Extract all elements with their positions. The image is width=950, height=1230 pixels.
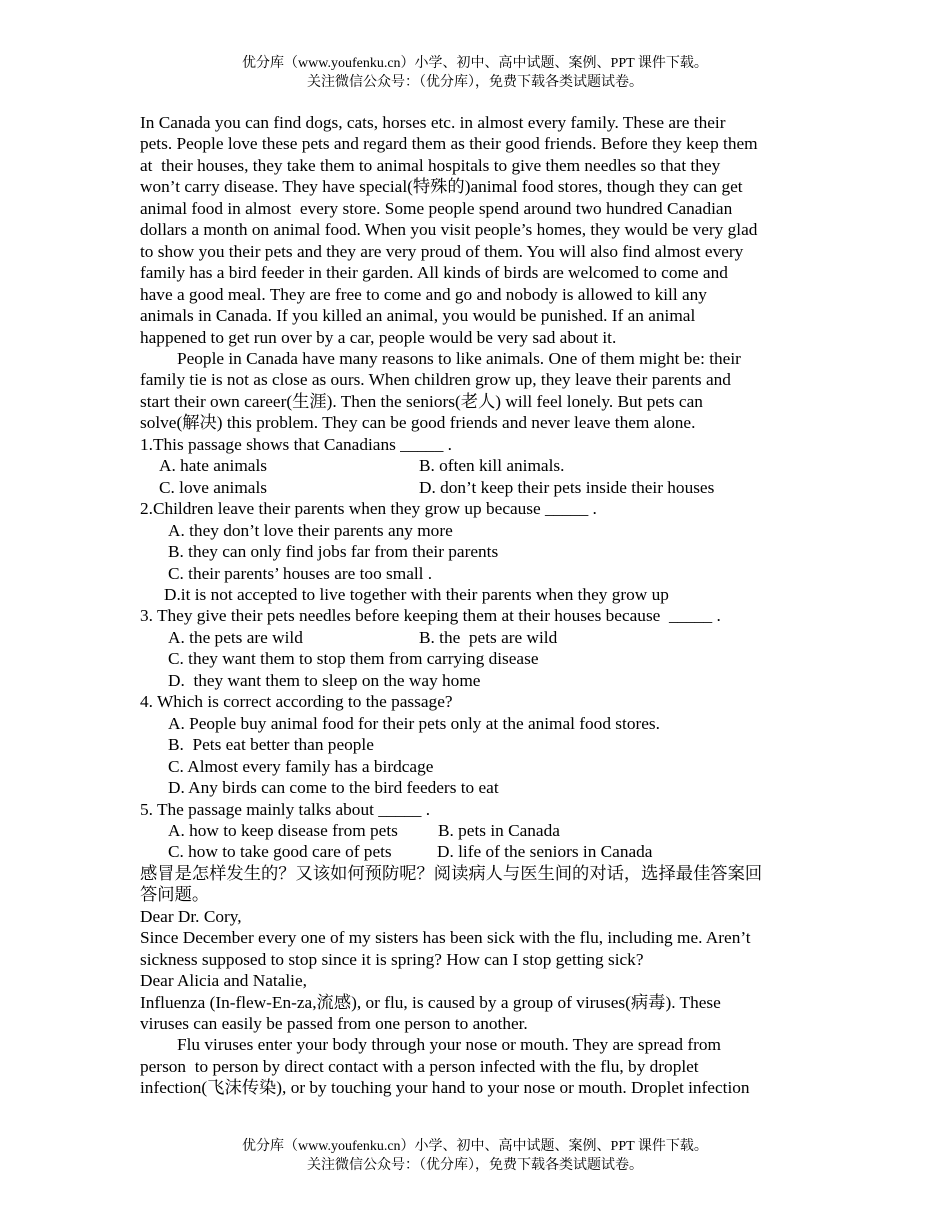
- question-1: [140, 434, 820, 498]
- option-d: D. Any birds can come to the bird feeders to eat: [168, 778, 499, 798]
- footer-line-2: 关注微信公众号：（优分库），免费下载各类试题试卷。: [307, 1158, 643, 1173]
- option-row: [140, 455, 820, 476]
- header-line-2: 关注微信公众号：（优分库），免费下载各类试题试卷。: [307, 75, 643, 90]
- option-d: D.it is not accepted to live together with their parents when they grow up: [164, 584, 669, 604]
- page-footer: [0, 1137, 950, 1175]
- question-4: [140, 691, 820, 798]
- passage-line: to show you their pets and they are very proud of them. You will also find almost every: [140, 241, 744, 261]
- question-stem: 2.Children leave their parents when they grow up because _____ .: [140, 499, 597, 519]
- letter-line: Flu viruses enter your body through your nose or mouth. They are spread from: [177, 1035, 721, 1055]
- option-a: A. how to keep disease from pets: [168, 820, 398, 840]
- passage-line: family tie is not as close as ours. When children grow up, they leave their parents and: [140, 370, 731, 390]
- passage-line: dollars a month on animal food. When you visit people’s homes, they would be very glad: [140, 220, 758, 240]
- option-d: D. they want them to sleep on the way home: [168, 670, 481, 690]
- option-a: A. the pets are wild: [168, 627, 303, 647]
- question-stem: 1.This passage shows that Canadians _____ .: [140, 434, 452, 454]
- option-b: B. the pets are wild: [419, 627, 558, 647]
- letter-line: infection(飞沫传染), or by touching your hand to your nose or mouth. Droplet infection: [140, 1078, 750, 1098]
- option-c: C. they want them to stop them from carrying disease: [168, 649, 539, 669]
- letter-line: viruses can easily be passed from one person to another.: [140, 1014, 528, 1034]
- option-c: C. love animals: [159, 477, 267, 497]
- letter-line: Since December every one of my sisters has been sick with the flu, including me. Aren’t: [140, 928, 751, 948]
- passage-line: family has a bird feeder in their garden. All kinds of birds are welcomed to come and: [140, 263, 728, 283]
- letter-line: Influenza (In-flew-En-za,流感), or flu, is caused by a group of viruses(病毒). These: [140, 992, 721, 1012]
- question-stem: 5. The passage mainly talks about _____ .: [140, 799, 431, 819]
- intro-line: 感冒是怎样发生的？又该如何预防呢？阅读病人与医生间的对话，选择最佳答案回: [140, 863, 763, 883]
- passage-line: at their houses, they take them to animal hospitals to give them needles so that they: [140, 155, 721, 175]
- intro-line: 答问题。: [140, 885, 210, 905]
- passage-line: pets. People love these pets and regard them as their good friends. Before they keep them: [140, 134, 758, 154]
- page-header: [0, 54, 950, 92]
- passage-line: animals in Canada. If you killed an animal, you would be punished. If an animal: [140, 306, 696, 326]
- question-5: [140, 799, 820, 863]
- passage-line: animal food in almost every store. Some people spend around two hundred Canadian: [140, 198, 733, 218]
- passage-line: have a good meal. They are free to come and go and nobody is allowed to kill any: [140, 284, 707, 304]
- passage-line: start their own career(生涯). Then the seniors(老人) will feel lonely. But pets can: [140, 391, 703, 411]
- option-a: A. they don’t love their parents any more: [168, 520, 453, 540]
- passage-line: happened to get run over by a car, people would be very sad about it.: [140, 327, 617, 347]
- passage-1: [140, 112, 820, 434]
- passage-line: In Canada you can find dogs, cats, horses etc. in almost every family. These are their: [140, 113, 726, 132]
- option-a: A. hate animals: [159, 456, 267, 476]
- question-stem: 4. Which is correct according to the passage?: [140, 692, 453, 712]
- option-c: C. how to take good care of pets: [168, 842, 392, 862]
- option-a: A. People buy animal food for their pets only at the animal food stores.: [168, 713, 660, 733]
- option-c: C. Almost every family has a birdcage: [168, 756, 434, 776]
- header-line-1: 优分库（www.youfenku.cn）小学、初中、高中试题、案例、PPT 课件下载。: [242, 56, 708, 71]
- passage-line: solve(解决) this problem. They can be good friends and never leave them alone.: [140, 413, 696, 433]
- letter-line: person to person by direct contact with a person infected with the flu, by droplet: [140, 1056, 699, 1076]
- passage-line: People in Canada have many reasons to like animals. One of them might be: their: [177, 348, 741, 368]
- option-c: C. their parents’ houses are too small .: [168, 563, 433, 583]
- document-body: [140, 112, 820, 1099]
- footer-line-1: 优分库（www.youfenku.cn）小学、初中、高中试题、案例、PPT 课件下载。: [242, 1139, 708, 1154]
- option-b: B. Pets eat better than people: [168, 735, 374, 755]
- option-d: D. don’t keep their pets inside their houses: [419, 477, 715, 497]
- option-row: [140, 627, 820, 648]
- question-3: [140, 605, 820, 691]
- option-row: [140, 820, 820, 841]
- option-row: [140, 841, 820, 862]
- question-stem: 3. They give their pets needles before keeping them at their houses because _____ .: [140, 606, 721, 626]
- passage-2: [140, 863, 820, 1099]
- option-b: B. they can only find jobs far from their parents: [168, 542, 499, 562]
- option-b: B. pets in Canada: [438, 820, 560, 840]
- passage-line: won’t carry disease. They have special(特殊的)animal food stores, though they can get: [140, 177, 743, 197]
- question-2: [140, 498, 820, 605]
- option-d: D. life of the seniors in Canada: [437, 842, 653, 862]
- letter-greeting: Dear Dr. Cory,: [140, 906, 242, 926]
- option-b: B. often kill animals.: [419, 456, 565, 476]
- letter-greeting: Dear Alicia and Natalie,: [140, 971, 307, 991]
- letter-line: sickness supposed to stop since it is spring? How can I stop getting sick?: [140, 949, 644, 969]
- option-row: [140, 477, 820, 498]
